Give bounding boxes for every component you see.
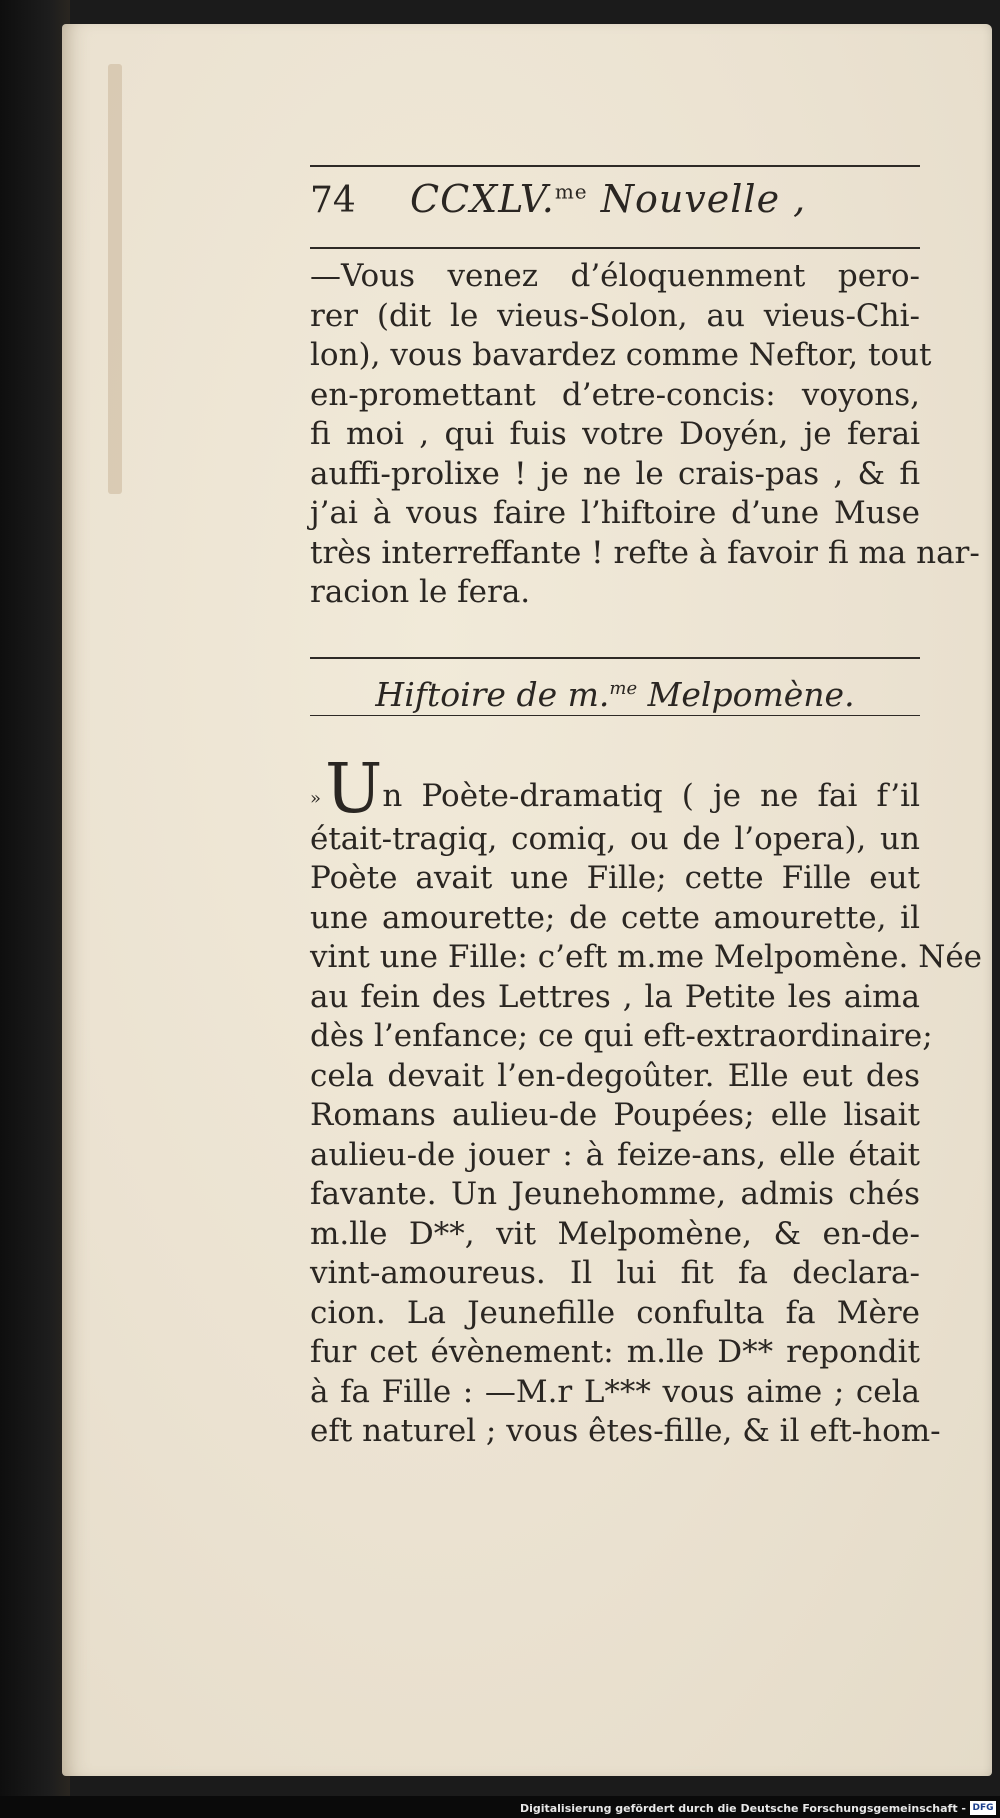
section-title: Hiftoire de m.$^{me}$ Melpomène. — [375, 674, 855, 714]
page-stain — [108, 64, 122, 494]
intro-paragraph — [310, 249, 980, 613]
text-line: racion le fera. — [310, 574, 531, 610]
text-line: cela devait l’en-degoûter. Elle eut des — [310, 1057, 920, 1094]
page-header — [310, 167, 930, 247]
drop-cap: U — [325, 749, 383, 829]
text-line: très interreffante ! refte à favoir fi ma nar- — [310, 534, 980, 571]
page-number: 74 — [310, 180, 356, 221]
text-line: dès l’enfance; ce qui eft-extraordinaire; — [310, 1018, 933, 1054]
text-line: une amourette; de cette amourette, il — [310, 899, 920, 936]
text-line: cion. La Jeunefille confulta fa Mère — [310, 1294, 920, 1331]
text-line: était-tragiq, comiq, ou de l’opera), un — [310, 820, 920, 857]
text-line: fi moi , qui fuis votre Doyén, je ferai — [310, 416, 920, 452]
text-line: au fein des Lettres , la Petite les aima — [310, 978, 920, 1015]
text-line: en-promettant d’etre-concis: voyons, — [310, 376, 920, 413]
text-line: rer (dit le vieus-Solon, au vieus-Chi- — [310, 297, 920, 334]
quote-mark: » — [310, 787, 322, 809]
text-line: Poète avait une Fille; cette Fille eut — [310, 860, 920, 896]
text-line: lon), vous bavardez comme Neftor, tout — [310, 337, 932, 373]
funding-credit: Digitalisierung gefördert durch die Deutsche Forschungsgemeinschaft - — [519, 1802, 966, 1815]
text-line: j’ai à vous faire l’hiftoire d’une Muse — [310, 495, 920, 531]
text-line: à fa Fille : —M.r L*** vous aime ; cela — [310, 1373, 920, 1410]
text-line: aulieu-de jouer : à feize-ans, elle était — [310, 1136, 920, 1173]
text-line: —Vous venez d’éloquenment pero- — [310, 258, 920, 294]
section-heading — [310, 657, 930, 716]
text-line: Romans aulieu-de Poupées; elle lisait — [310, 1097, 920, 1133]
dfg-logo: DFG — [970, 1801, 996, 1815]
text-line: »Un Poète-dramatiq ( je ne fai f’il — [310, 749, 920, 829]
text-line: eft naturel ; vous êtes-fille, & il eft-hom- — [310, 1413, 941, 1449]
text-line: vint-amoureus. Il lui fit fa declara- — [310, 1255, 920, 1291]
story-paragraph — [310, 749, 983, 1452]
text-line: m.lle D**, vit Melpomène, & en-de- — [310, 1215, 920, 1252]
text-line: favante. Un Jeunehomme, admis chés — [310, 1176, 920, 1212]
running-head: CCXLV.$^{me}$ Nouvelle , — [410, 177, 807, 221]
text-line: fur cet évènement: m.lle D** repondit — [310, 1334, 920, 1370]
text-line: vint une Fille: c’eft m.me Melpomène. Née — [310, 939, 983, 975]
text-line: auffi-prolixe ! je ne le crais-pas , & fi — [310, 455, 920, 492]
text-block — [310, 165, 983, 1452]
book-binding-edge — [0, 0, 70, 1818]
footer-bar — [0, 1796, 1000, 1818]
